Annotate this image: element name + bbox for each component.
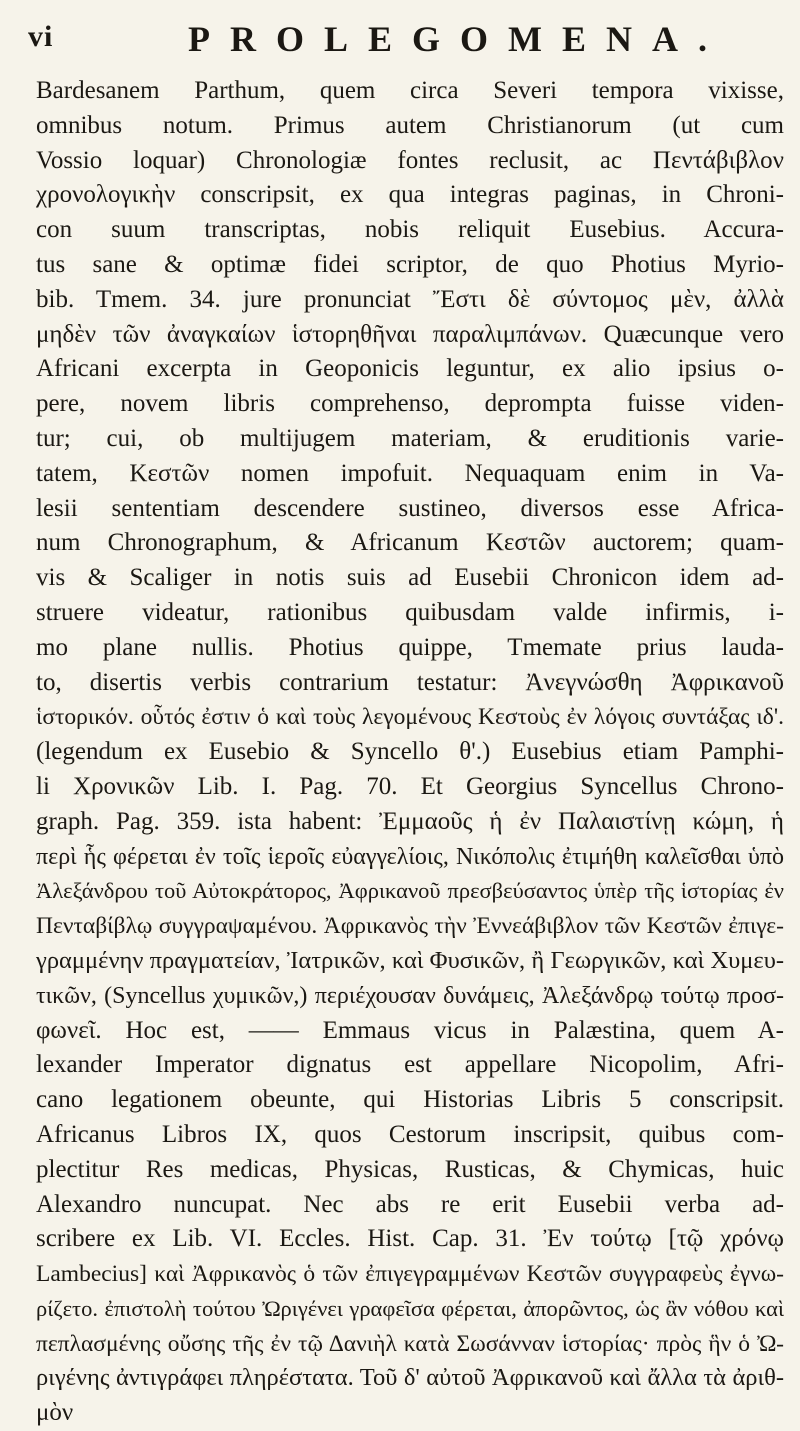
text-line: περὶ ἧς φέρεται ἐν τοῖς ἱεροῖς εὐαγγελίοις, Νικόπολις ἐτιμήθη καλεῖσθαι ὑπὸ (36, 843, 784, 870)
text-line: graph. Pag. 359. ista habent: Ἐμμαοῦς ἡ ἐν Παλαιστίνῃ κώμη, ἡ (36, 807, 784, 835)
text-line: struere videatur, rationibus quibusdam valde infirmis, i- (36, 598, 784, 626)
text-line: scribere ex Lib. VI. Eccles. Hist. Cap. 31. Ἐν τούτῳ [τῷ χρόνῳ (36, 1225, 784, 1253)
text-line: ρίζετο. ἐπιστολὴ τούτου Ὠριγένει γραφεῖσα φέρεται, ἀπορῶντος, ὡς ἂν νόθου καὶ (36, 1295, 784, 1321)
text-line: Africani excerpta in Geoponicis leguntur, ex alio ipsius o- (36, 355, 784, 383)
body-text (36, 74, 784, 1427)
text-line: pere, novem libris comprehenso, deprompta fuisse viden- (36, 390, 784, 418)
running-head: PROLEGOMENA. (188, 19, 728, 59)
text-line: χρονολογικὴν conscripsit, ex qua integras paginas, in Chroni- (36, 181, 784, 209)
text-line: li Χρονικῶν Lib. I. Pag. 70. Et Georgius Syncellus Chrono- (36, 772, 784, 800)
text-line: bib. Tmem. 34. jure pronunciat Ἔστι δὲ σύντομος μὲν, ἀλλὰ (36, 285, 784, 313)
text-line: μηδὲν τῶν ἀναγκαίων ἱστορηθῆναι παραλιμπάνων. Quæcunque vero (36, 320, 784, 348)
text-line: (legendum ex Eusebio & Syncello θ'.) Eusebius etiam Pamphi- (36, 738, 784, 766)
text-line: tur; cui, ob multijugem materiam, & eruditionis varie- (36, 424, 784, 452)
text-line: μὸν (36, 1399, 74, 1427)
text-line: con suum transcriptas, nobis reliquit Eusebius. Accura- (36, 216, 784, 244)
text-line: plectitur Res medicas, Physicas, Rusticas, & Chymicas, huic (36, 1155, 784, 1183)
text-line: to, disertis verbis contrarium testatur: Ἀνεγνώσθη Ἀφρικανοῦ (36, 668, 784, 696)
text-line: vis & Scaliger in notis suis ad Eusebii Chronicon idem ad- (36, 564, 784, 592)
text-line: Alexandro nuncupat. Nec abs re erit Eusebii verba ad- (36, 1190, 784, 1218)
text-line: Πενταβίβλῳ συγγραψαμένου. Ἀφρικανὸς τὴν Ἐννεάβιβλον τῶν Κεστῶν ἐπιγε- (36, 913, 784, 940)
text-line: ριγένης ἀντιγράφει πληρέστατα. Τοῦ δ' αὐτοῦ Ἀφρικανοῦ καὶ ἄλλα τὰ ἀριθ- (36, 1364, 784, 1392)
text-line: Ἀλεξάνδρου τοῦ Αὐτοκράτορος, Ἀφρικανοῦ πρεσβεύσαντος ὑπὲρ τῆς ἱστορίας ἐν (36, 878, 784, 904)
page-number: vi (28, 20, 54, 53)
text-line: τικῶν, (Syncellus χυμικῶν,) περιέχουσαν δυνάμεις, Ἀλεξάνδρῳ τούτῳ προσ- (36, 982, 784, 1009)
text-line: Vossio loquar) Chronologiæ fontes reclusit, ac Πεντάβιβλον (36, 146, 784, 174)
text-line: ἱστορικόν. οὗτός ἐστιν ὁ καὶ τοὺς λεγομένους Κεστοὺς ἐν λόγοις συντάξας ιδ'. (36, 704, 784, 731)
text-line: Lambecius] καὶ Ἀφρικανὸς ὁ τῶν ἐπιγεγραμμένων Κεστῶν συγγραφεὺς ἐγνω- (36, 1261, 784, 1288)
text-line: tatem, Κεστῶν nomen impofuit. Nequaquam enim in Va- (36, 459, 784, 487)
text-line: lesii sententiam descendere sustineo, diversos esse Africa- (36, 494, 784, 522)
text-line: mo plane nullis. Photius quippe, Tmemate prius lauda- (36, 633, 784, 661)
text-line: num Chronographum, & Africanum Κεστῶν auctorem; quam- (36, 529, 784, 557)
text-line: Africanus Libros IX, quos Cestorum inscripsit, quibus com- (36, 1120, 784, 1148)
text-line: πεπλασμένης οὔσης τῆς ἐν τῷ Δανιὴλ κατὰ Σωσάνναν ἱστορίας· πρὸς ἣν ὁ Ὠ- (36, 1330, 784, 1357)
text-line: lexander Imperator dignatus est appellare Nicopolim, Afri- (36, 1051, 784, 1079)
text-line: γραμμένην πραγματείαν, Ἰατρικῶν, καὶ Φυσικῶν, ἢ Γεωργικῶν, καὶ Χυμευ- (36, 946, 784, 974)
text-line: φωνεῖ. Hoc est, —— Emmaus vicus in Palæstina, quem A- (36, 1016, 784, 1044)
text-line: cano legationem obeunte, qui Historias Libris 5 conscripsit. (36, 1086, 784, 1114)
text-line: omnibus notum. Primus autem Christianorum (ut cum (36, 111, 784, 139)
text-line: tus sane & optimæ fidei scriptor, de quo Photius Myrio- (36, 250, 784, 278)
page-header (28, 14, 772, 58)
text-line: Bardesanem Parthum, quem circa Severi tempora vixisse, (36, 77, 784, 104)
